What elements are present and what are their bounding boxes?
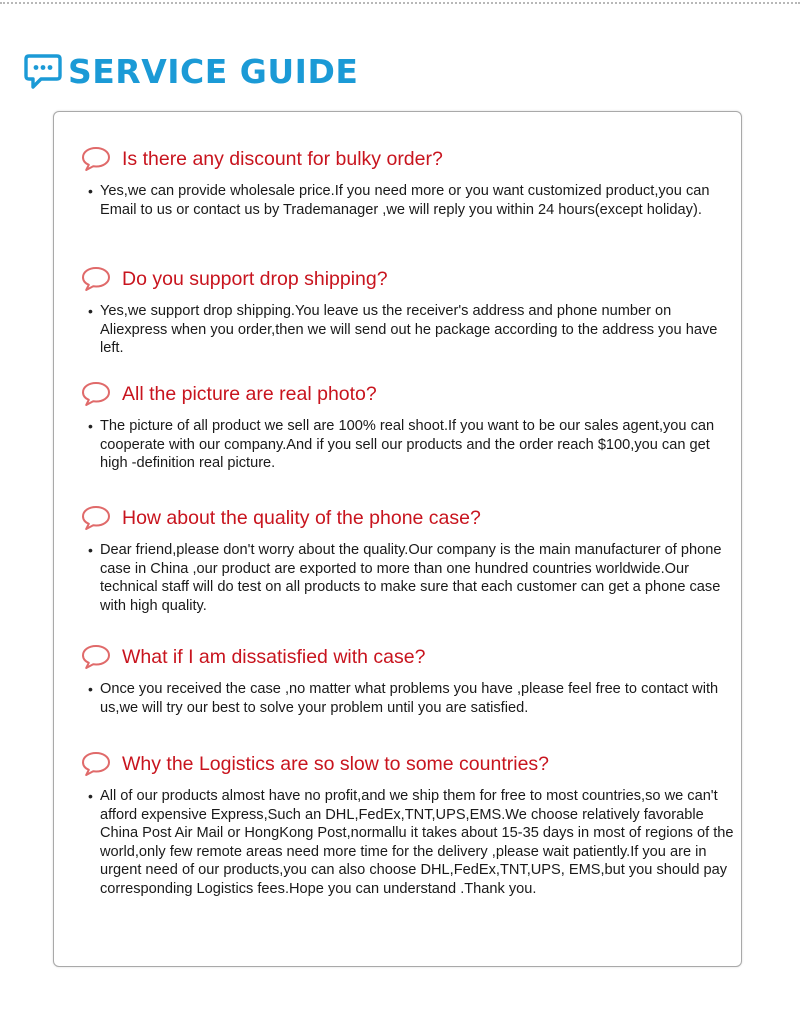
faq-item [81,264,741,358]
speech-bubble-icon [81,266,111,292]
faq-answer: Yes,we support drop shipping.You leave us the receiver's address and phone number on Aliexpress when you order,then we will send out he package according to the address you have left. [100,303,718,356]
faq-item [81,144,741,219]
faq-question: Is there any discount for bulky order? [122,148,443,170]
bullet-point: • [88,303,93,319]
faq-question: What if I am dissatisfied with case? [122,646,426,668]
faq-question: Why the Logistics are so slow to some countries? [122,753,550,775]
faq-item [81,642,741,717]
bullet-point: • [88,542,93,558]
faq-item [81,749,741,898]
bullet-point: • [88,681,93,697]
page-title: SERVICE GUIDE [68,52,359,91]
speech-bubble-icon [81,751,111,777]
faq-answer: Dear friend,please don't worry about the quality.Our company is the main manufacturer of phone case in China ,our product are exported to more than one hundred countries worldwide.Our technical staff will do test on all products to make sure that each customer can get a phone case with high quality. [100,542,722,614]
faq-item [81,379,741,473]
speech-bubble-icon [81,146,111,172]
faq-panel [53,111,742,967]
page-header [24,50,358,94]
faq-answer: The picture of all product we sell are 100% real shoot.If you want to be our sales agent,you can cooperate with our company.And if you sell our products and the order reach $100,you can get high -definition real picture. [100,418,715,471]
faq-answer: All of our products almost have no profit,and we ship them for free to most countries,so we can't afford expensive Express,Such an DHL,FedEx,TNT,UPS,EMS.We choose relatively favorable China Post Air Mail or HongKong Post,normallu it takes about 15-35 days in most of regions of the world,only few remote areas need more time for the delivery ,please wait patiently.If you are in urgent need of our products,you can also choose DHL,FedEx,TNT,UPS, EMS,but you should pay corresponding Logistics fees.Hope you can understand .Thank you. [100,788,734,897]
bullet-point: • [88,418,93,434]
faq-question: Do you support drop shipping? [122,268,388,290]
faq-item [81,503,741,615]
speech-bubble-icon [81,381,111,407]
bullet-point: • [88,183,93,199]
chat-bubble-icon [24,52,62,92]
faq-question: All the picture are real photo? [122,383,377,405]
top-dotted-border [0,2,800,4]
faq-answer: Once you received the case ,no matter what problems you have ,please feel free to contact with us,we will try our best to solve your problem until you are satisfied. [100,681,719,716]
bullet-point: • [88,788,93,804]
speech-bubble-icon [81,644,111,670]
speech-bubble-icon [81,505,111,531]
faq-answer: Yes,we can provide wholesale price.If you need more or you want customized product,you can Email to us or contact us by Trademanager ,we will reply you within 24 hours(except holiday). [100,183,710,218]
faq-question: How about the quality of the phone case? [122,507,481,529]
